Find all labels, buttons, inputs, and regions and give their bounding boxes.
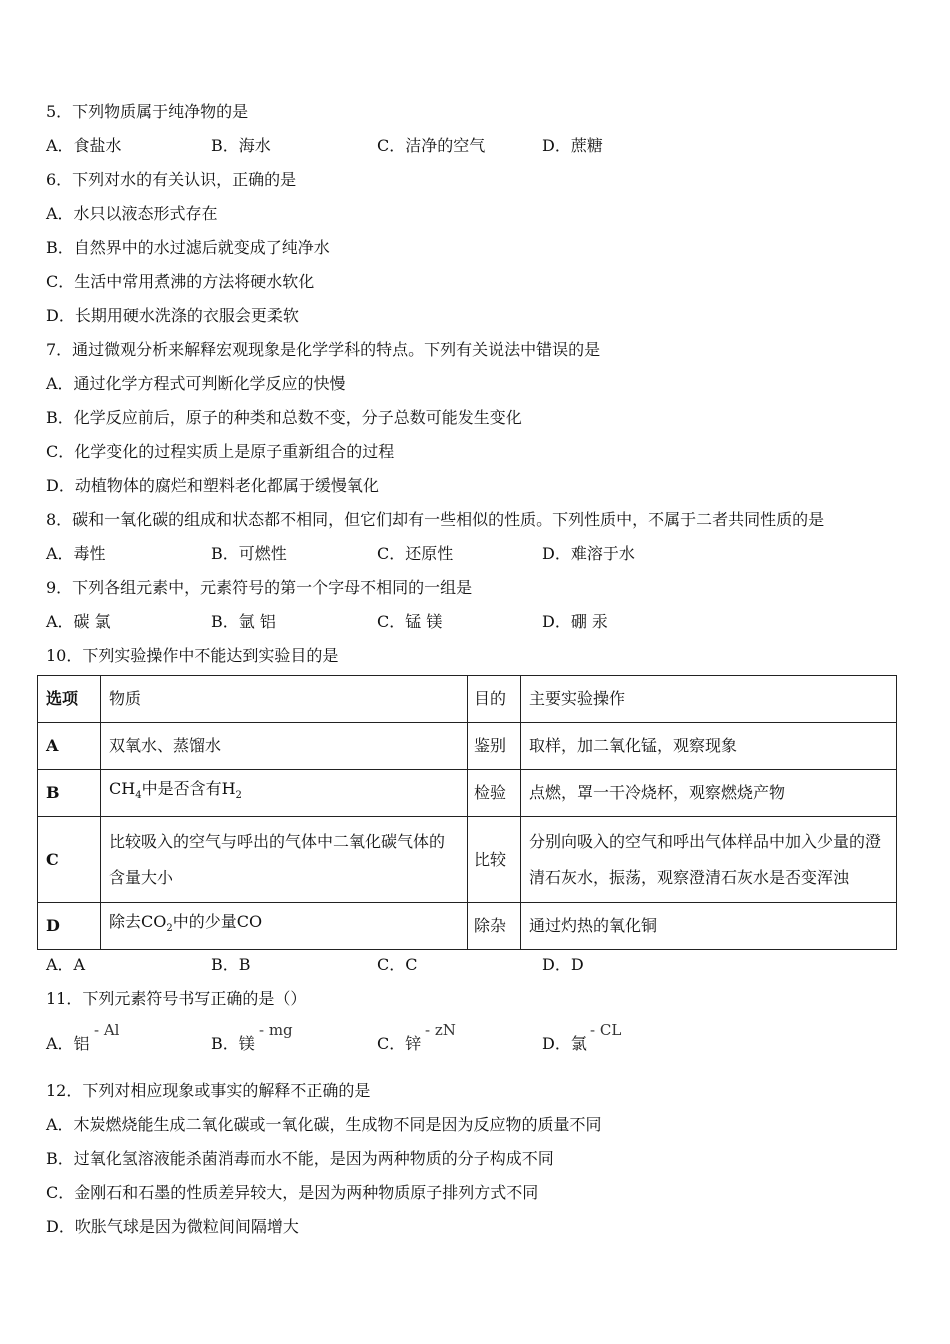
question-11-option-a[interactable] <box>46 1021 120 1054</box>
question-11-option-c[interactable] <box>377 1021 456 1054</box>
row-a-operation: 取样，加二氧化锰，观察现象 <box>521 723 897 770</box>
question-6-option-d[interactable]: D．长期用硬水洗涤的衣服会更柔软 <box>46 306 299 325</box>
question-10-option-d[interactable]: D．D <box>542 955 584 974</box>
row-b-substance-mid: 中是否含有H <box>141 779 236 799</box>
question-11-option-a-symbol: - Al <box>94 1021 120 1039</box>
question-10-option-a[interactable]: A．A <box>46 955 86 974</box>
question-5-option-a[interactable]: A．食盐水 <box>46 136 122 155</box>
question-12-option-a[interactable]: A．木炭燃烧能生成二氧化碳或一氧化碳，生成物不同是因为反应物的质量不同 <box>46 1115 602 1134</box>
table-row <box>38 770 897 817</box>
header-purpose: 目的 <box>468 676 521 723</box>
row-b-operation: 点燃，罩一干冷烧杯，观察燃烧产物 <box>521 770 897 817</box>
table-row <box>38 817 897 903</box>
experiment-table <box>37 675 897 950</box>
row-d-substance-pre: 除去CO <box>109 912 167 932</box>
question-5-option-c[interactable]: C．洁净的空气 <box>377 136 486 155</box>
row-b-purpose: 检验 <box>468 770 521 817</box>
question-7-option-c[interactable]: C．化学变化的过程实质上是原子重新组合的过程 <box>46 442 395 461</box>
row-a-option: A <box>38 723 101 770</box>
row-b-substance-sub2: 2 <box>235 790 242 802</box>
question-12-option-b[interactable]: B．过氧化氢溶液能杀菌消毒而水不能，是因为两种物质的分子构成不同 <box>46 1149 554 1168</box>
question-10-options <box>46 955 906 977</box>
question-9-option-d[interactable]: D．硼 汞 <box>542 612 608 631</box>
question-6-option-a[interactable]: A．水只以液态形式存在 <box>46 204 218 223</box>
question-11-option-d-label: D．氯 <box>542 1034 587 1053</box>
row-d-substance <box>101 903 468 950</box>
question-11-option-b-label: B．镁 <box>211 1034 255 1053</box>
question-9-options <box>46 612 906 634</box>
table-header-row <box>38 676 897 723</box>
question-11-stem: 11．下列元素符号书写正确的是（） <box>46 989 307 1008</box>
question-8-option-c[interactable]: C．还原性 <box>377 544 454 563</box>
question-5-option-b[interactable]: B．海水 <box>211 136 271 155</box>
row-d-substance-sub: 2 <box>166 923 173 935</box>
question-7-option-a[interactable]: A．通过化学方程式可判断化学反应的快慢 <box>46 374 346 393</box>
question-12-option-d[interactable]: D．吹胀气球是因为微粒间间隔增大 <box>46 1217 299 1236</box>
question-6-option-b[interactable]: B．自然界中的水过滤后就变成了纯净水 <box>46 238 330 257</box>
row-c-purpose: 比较 <box>468 817 521 903</box>
header-substance: 物质 <box>101 676 468 723</box>
question-7-option-b[interactable]: B．化学反应前后，原子的种类和总数不变，分子总数可能发生变化 <box>46 408 522 427</box>
question-12-stem: 12．下列对相应现象或事实的解释不正确的是 <box>46 1081 371 1100</box>
table-row <box>38 903 897 950</box>
row-a-substance: 双氧水、蒸馏水 <box>101 723 468 770</box>
question-11-option-a-label: A．铝 <box>46 1034 90 1053</box>
row-d-operation: 通过灼热的氧化铜 <box>521 903 897 950</box>
question-11-option-d-symbol: - CL <box>590 1021 622 1039</box>
question-5-options <box>46 136 906 158</box>
question-9-stem: 9．下列各组元素中，元素符号的第一个字母不相同的一组是 <box>46 578 473 597</box>
question-9-option-a[interactable]: A．碳 氯 <box>46 612 111 631</box>
question-10-stem: 10．下列实验操作中不能达到实验目的是 <box>46 646 339 665</box>
question-12-option-c[interactable]: C．金刚石和石墨的性质差异较大，是因为两种物质原子排列方式不同 <box>46 1183 539 1202</box>
question-11-option-c-symbol: - zN <box>425 1021 456 1039</box>
question-6-option-c[interactable]: C．生活中常用煮沸的方法将硬水软化 <box>46 272 315 291</box>
question-9-option-b[interactable]: B．氩 铝 <box>211 612 276 631</box>
row-c-operation: 分别向吸入的空气和呼出气体样品中加入少量的澄清石灰水，振荡，观察澄清石灰水是否变浑浊 <box>521 817 897 903</box>
row-d-option: D <box>38 903 101 950</box>
row-a-purpose: 鉴别 <box>468 723 521 770</box>
row-b-option: B <box>38 770 101 817</box>
question-8-option-b[interactable]: B．可燃性 <box>211 544 287 563</box>
question-11-option-c-label: C．锌 <box>377 1034 422 1053</box>
row-d-substance-mid: 中的少量CO <box>172 912 263 932</box>
question-8-options <box>46 544 906 566</box>
question-9-option-c[interactable]: C．锰 镁 <box>377 612 443 631</box>
row-c-substance: 比较吸入的空气与呼出的气体中二氧化碳气体的含量大小 <box>101 817 468 903</box>
question-5-stem: 5．下列物质属于纯净物的是 <box>46 102 249 121</box>
question-8-option-a[interactable]: A．毒性 <box>46 544 106 563</box>
header-operation: 主要实验操作 <box>521 676 897 723</box>
table-row <box>38 723 897 770</box>
row-c-option: C <box>38 817 101 903</box>
question-11-option-b[interactable] <box>211 1021 293 1054</box>
question-6-stem: 6．下列对水的有关认识，正确的是 <box>46 170 297 189</box>
header-option: 选项 <box>38 676 101 723</box>
row-b-substance <box>101 770 468 817</box>
question-8-option-d[interactable]: D．难溶于水 <box>542 544 635 563</box>
row-b-substance-sub: 4 <box>135 790 142 802</box>
question-11-option-b-symbol: - mg <box>259 1021 293 1039</box>
row-b-substance-pre: CH <box>109 779 136 799</box>
question-11-options <box>46 1021 906 1056</box>
row-d-purpose: 除杂 <box>468 903 521 950</box>
question-10-option-c[interactable]: C．C <box>377 955 418 974</box>
question-5-option-d[interactable]: D．蔗糖 <box>542 136 603 155</box>
question-10-option-b[interactable]: B．B <box>211 955 251 974</box>
question-8-stem: 8．碳和一氧化碳的组成和状态都不相同，但它们却有一些相似的性质。下列性质中，不属于二者共同性质的是 <box>46 510 825 529</box>
question-7-stem: 7．通过微观分析来解释宏观现象是化学学科的特点。下列有关说法中错误的是 <box>46 340 601 359</box>
question-11-option-d[interactable] <box>542 1021 622 1054</box>
question-7-option-d[interactable]: D．动植物体的腐烂和塑料老化都属于缓慢氧化 <box>46 476 379 495</box>
